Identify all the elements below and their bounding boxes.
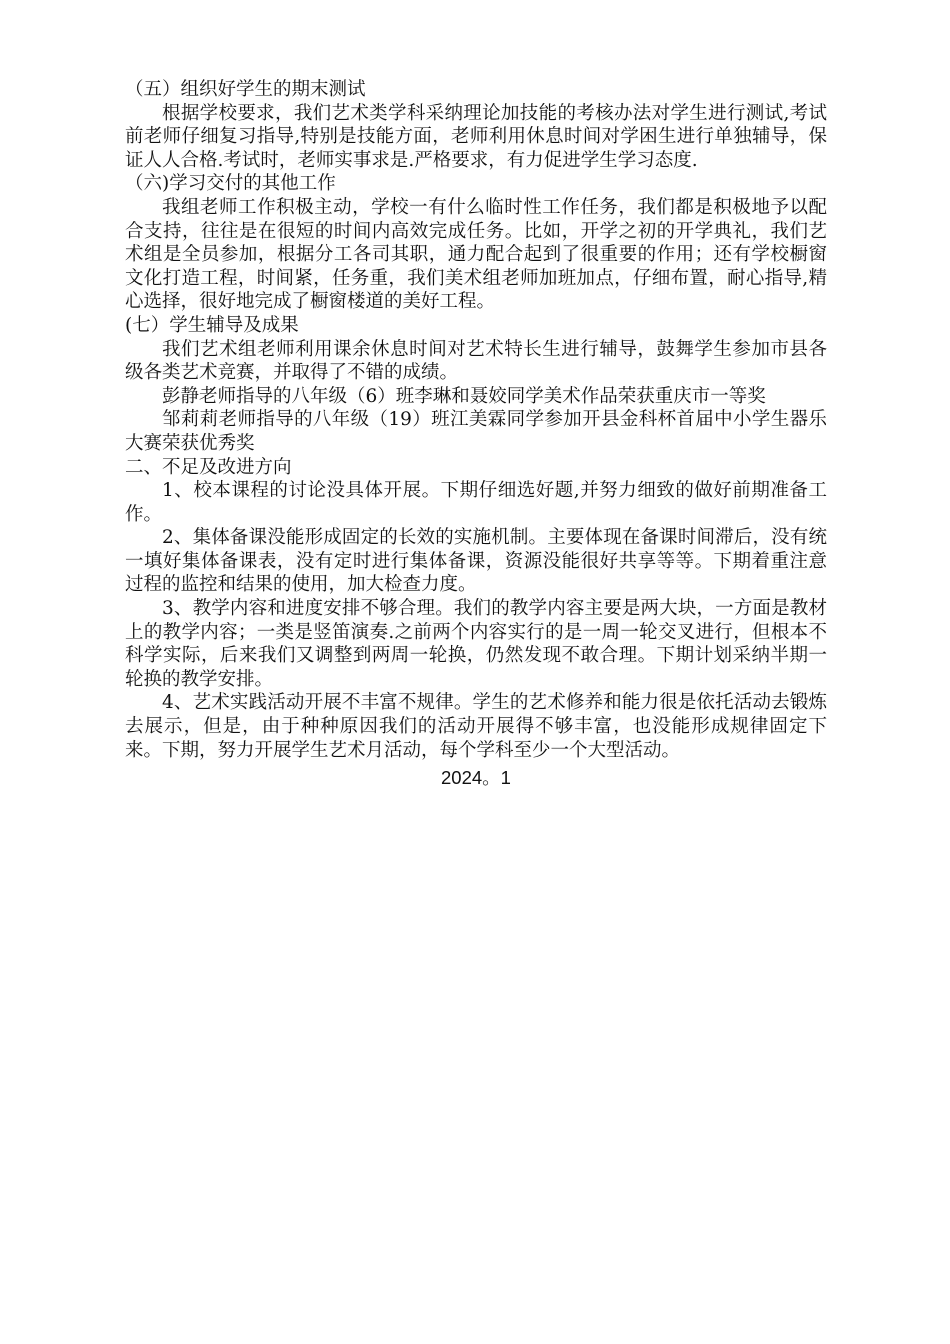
paragraph: 我组老师工作积极主动，学校一有什么临时性工作任务，我们都是积极地予以配合支持，往往是在很短的时间内高效完成任务。比如，开学之初的开学典礼，我们艺术组是全员参加，根据分工各司其职，通力配合起到了很重要的作用；还有学校橱窗文化打造工程，时间紧，任务重，我们美术组老师加班加点，仔细布置，耐心指导,精心选择，很好地完成了橱窗楼道的美好工程。 xyxy=(125,196,827,313)
paragraph: 2、集体备课没能形成固定的长效的实施机制。主要体现在备课时间滞后，没有统一填好集体备课表，没有定时进行集体备课，资源没能很好共享等等。下期着重注意过程的监控和结果的使用，加大检查力度。 xyxy=(125,527,827,596)
document-date: 2024。1 xyxy=(441,767,511,789)
paragraph: 4、艺术实践活动开展不丰富不规律。学生的艺术修养和能力很是依托活动去锻炼去展示，但是，由于种种原因我们的活动开展得不够丰富，也没能形成规律固定下来。下期，努力开展学生艺术月活动，每个学科至少一个大型活动。 xyxy=(125,692,827,761)
section-heading-7: (七）学生辅导及成果 xyxy=(125,314,299,336)
document-page xyxy=(125,78,827,790)
paragraph: 根据学校要求，我们艺术类学科采纳理论加技能的考核办法对学生进行测试,考试前老师仔细复习指导,特别是技能方面，老师利用休息时间对学困生进行单独辅导，保证人人合格.考试时，老师实事求是.严格要求，有力促进学生学习态度. xyxy=(125,102,827,171)
section-heading-6: （六)学习交付的其他工作 xyxy=(125,173,336,195)
paragraph: 1、校本课程的讨论没具体开展。下期仔细选好题,并努力细致的做好前期准备工作。 xyxy=(125,480,827,525)
paragraph: 3、教学内容和进度安排不够合理。我们的教学内容主要是两大块，一方面是教材上的教学内容；一类是竖笛演奏.之前两个内容实行的是一周一轮交叉进行，但根本不科学实际，后来我们又调整到两周一轮换，仍然发现不敢合理。下期计划采纳半期一轮换的教学安排。 xyxy=(125,598,827,690)
paragraph: 我们艺术组老师利用课余休息时间对艺术特长生进行辅导，鼓舞学生参加市县各级各类艺术竞赛，并取得了不错的成绩。 xyxy=(125,338,827,384)
paragraph: 彭静老师指导的八年级（6）班李琳和聂姣同学美术作品荣获重庆市一等奖 xyxy=(162,385,766,407)
section-heading-5: （五）组织好学生的期末测试 xyxy=(125,79,366,100)
section-heading-shortcomings: 二、不足及改进方向 xyxy=(125,456,292,478)
paragraph: 邹莉莉老师指导的八年级（19）班江美霖同学参加开县金科杯首届中小学生器乐大赛荣获优秀奖 xyxy=(125,409,827,454)
